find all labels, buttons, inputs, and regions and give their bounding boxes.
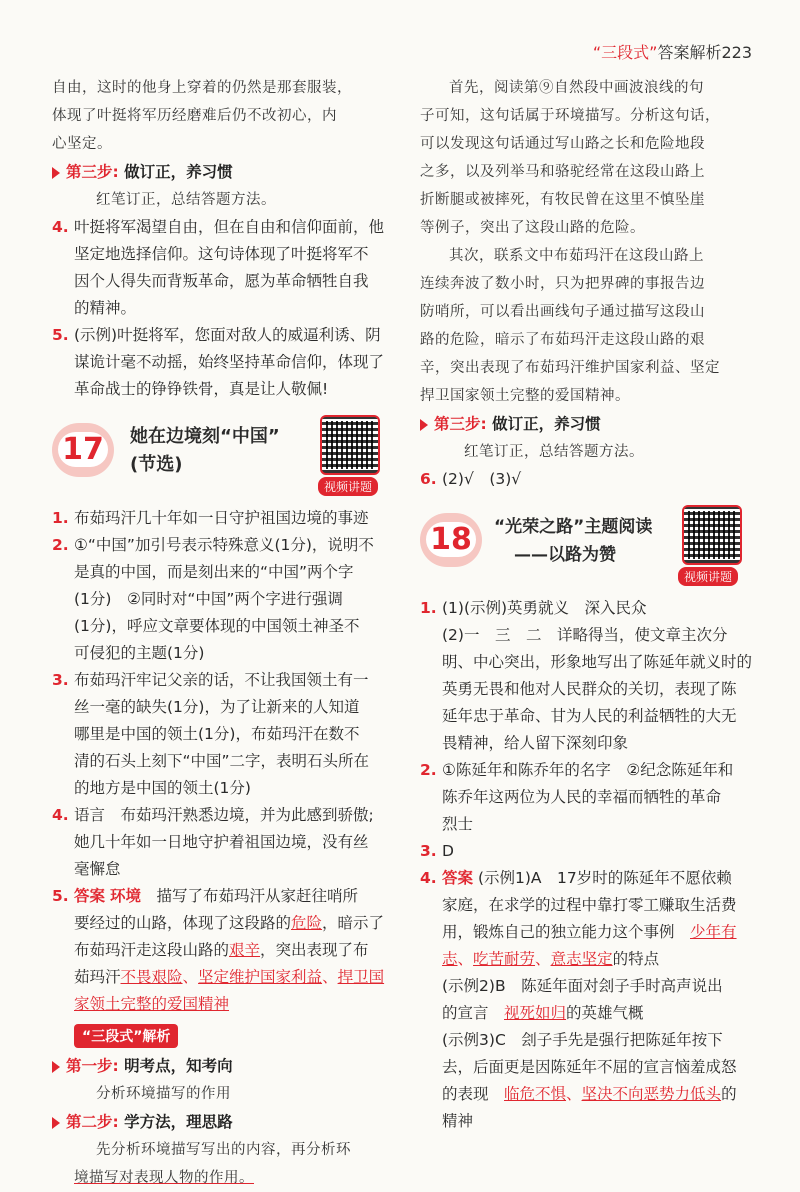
text-line: ①“中国”加引号表示特殊意义(1分)，说明不	[74, 536, 374, 554]
header-series: “三段式”	[592, 43, 658, 62]
answer-1	[52, 505, 388, 532]
step-label: 第三步:	[66, 163, 119, 181]
step-text: 做订正，养习惯	[124, 163, 233, 181]
keyword: 吃苦耐劳	[473, 950, 536, 968]
text-line: 丝一毫的缺失(1分)，为了让新来的人知道	[74, 698, 360, 716]
lesson-number: 17	[58, 432, 108, 467]
text-line: 的地方是中国的领土(1分)	[74, 779, 251, 797]
text-line: ①陈延年和陈乔年的名字 ②纪念陈延年和	[442, 761, 734, 779]
text-line: 子可知，这句话属于环境描写。分析这句话，	[420, 108, 720, 124]
text-line: 心坚定。	[52, 136, 112, 152]
question-number: 1.	[420, 599, 437, 617]
arrow-icon	[52, 167, 60, 179]
text-line: 辛，突出表现了布茹玛汗维护国家利益、坚定	[420, 360, 720, 376]
qr-label: 视频讲题	[318, 477, 378, 496]
step3-note-right: 红笔订正，总结答题方法。	[464, 444, 644, 460]
text-line: 防哨所，可以看出画线句子通过描写这段山	[420, 304, 705, 320]
answer-5	[52, 883, 388, 1018]
question-number: 5.	[52, 887, 69, 905]
step-label: 第三步:	[434, 415, 487, 433]
text-line: 烈士	[442, 815, 474, 833]
step-text: 学方法，理思路	[124, 1113, 233, 1131]
text-line: 连续奔波了数小时，只为把界碑的事报告边	[420, 276, 705, 292]
lesson-18-header	[420, 503, 758, 589]
analysis-paragraph-2	[420, 242, 758, 410]
text-line: 家庭，在求学的过程中靠打零工赚取生活费	[442, 896, 737, 914]
question-number: 5.	[52, 326, 69, 344]
text-span: 要经过的山路，体现了这段路的	[74, 914, 292, 932]
question-number: 3.	[52, 671, 69, 689]
lesson-title-line: “光荣之路”主题阅读	[494, 517, 653, 537]
left-column	[52, 74, 388, 1192]
text-line: (示例3)C 刽子手先是强行把陈延年按下	[442, 1031, 723, 1049]
text-line: 她几十年如一日地守护着祖国边境，没有丝	[74, 833, 369, 851]
text-line: 延年忠于革命、甘为人民的利益牺牲的大无	[442, 707, 737, 725]
text-line: (示例)叶挺将军，您面对敌人的威逼利诱、阴	[74, 326, 381, 344]
text-line: 毫懈怠	[74, 860, 121, 878]
text-line: (1分)，呼应文章要体现的中国领土神圣不	[74, 617, 360, 635]
text-line: 是真的中国，而是刻出来的“中国”两个字	[74, 563, 354, 581]
text-line: 首先，阅读第⑨自然段中画波浪线的句	[449, 80, 704, 96]
answer-2	[52, 532, 388, 667]
answer-b1	[420, 595, 758, 757]
lesson-title-line: 她在边境刻“中国”	[130, 426, 280, 447]
text-line: 捍卫国家领土完整的爱国精神。	[420, 388, 630, 404]
question-number: 4.	[420, 869, 437, 887]
intro-text	[52, 74, 388, 158]
question-number: 2.	[420, 761, 437, 779]
arrow-icon	[52, 1117, 60, 1129]
keyword: 视死如归	[504, 1004, 567, 1022]
text-span: 的英雄气概	[566, 1004, 644, 1022]
text-line: (2)一 三 二 详略得当，使文章主次分	[442, 626, 728, 644]
text-line: 清的石头上刻下“中国”二字，表明石头所在	[74, 752, 370, 770]
text-span: 、	[535, 950, 551, 968]
keyword: 危险	[291, 914, 323, 932]
text-span: 的宣言	[442, 1004, 505, 1022]
lesson-subtitle: ——以路为赞	[514, 545, 616, 565]
text-line: 可以发现这句话通过写山路之长和危险地段	[420, 136, 705, 152]
text-line: 的精神。	[74, 299, 137, 317]
answer-b3	[420, 838, 758, 865]
lesson-title	[494, 513, 652, 569]
step-text: 明考点，知考向	[124, 1057, 233, 1075]
question-number: 6.	[420, 470, 437, 488]
step1-heading	[52, 1052, 388, 1080]
keyword: 坚定维护国家利益	[198, 968, 323, 986]
text-line: 坚定地选择信仰。这句诗体现了叶挺将军不	[74, 245, 369, 263]
arrow-icon	[420, 419, 428, 431]
lesson-title	[130, 423, 280, 479]
qr-code-icon[interactable]	[682, 505, 742, 565]
step3-note: 红笔订正，总结答题方法。	[96, 192, 276, 208]
question-number: 1.	[52, 509, 69, 527]
text-span: 、	[566, 1085, 582, 1103]
text-line: 路的危险，暗示了布茹玛汗走这段山路的艰	[420, 332, 705, 348]
step-label: 第二步:	[66, 1113, 119, 1131]
keyword: 志	[442, 950, 458, 968]
qr-label: 视频讲题	[678, 567, 738, 586]
text-line: 可侵犯的主题(1分)	[74, 644, 205, 662]
text-span: 的表现	[442, 1085, 505, 1103]
page-header	[593, 40, 752, 63]
keyword: 艰辛	[229, 941, 261, 959]
text-line: 哪里是中国的领土(1分)，布茹玛汗在数不	[74, 725, 360, 743]
lesson-number-badge	[420, 513, 482, 567]
step2-heading	[52, 1108, 388, 1136]
keyword: 捍卫国	[337, 968, 385, 986]
step1-note: 分析环境描写的作用	[96, 1086, 231, 1102]
keyword: 不畏艰险	[120, 968, 183, 986]
text-line: 体现了叶挺将军历经磨难后仍不改初心，内	[52, 108, 337, 124]
question-6	[420, 466, 758, 493]
text-line: 先分析环境描写写出的内容，再分析环	[96, 1142, 351, 1158]
keyword: 少年有	[690, 923, 737, 941]
text-line: 去，后面更是因陈延年不屈的宣言恼羞成怒	[442, 1058, 737, 1076]
question-number: 2.	[52, 536, 69, 554]
right-column	[420, 74, 758, 1135]
lesson-subtitle: (节选)	[130, 454, 183, 475]
text-span: 用，锻炼自己的独立能力这个事例	[442, 923, 691, 941]
lesson-17-header	[52, 413, 388, 499]
text-line: 折断腿或被摔死，有牧民曾在这里不慎坠崖	[420, 192, 705, 208]
step-text: 做订正，养习惯	[492, 415, 601, 433]
text-line: 之多，以及列举马和骆驼经常在这段山路上	[420, 164, 705, 180]
question-number: 3.	[420, 842, 437, 860]
text-line: 叶挺将军渴望自由，但在自由和信仰面前，他	[74, 218, 385, 236]
text-span: 茹玛汗	[74, 968, 121, 986]
step2-note	[52, 1136, 388, 1192]
text-span: ，突出表现了布	[260, 941, 369, 959]
answer-label: 答案	[74, 887, 106, 905]
text-line: (示例1)A 17岁时的陈延年不愿依赖	[477, 869, 732, 887]
question-4	[52, 214, 388, 322]
text-line: 谋诡计毫不动摇，始终坚持革命信仰，体现了	[74, 353, 385, 371]
text-span: 的特点	[612, 950, 660, 968]
text-line: 因个人得失而背叛革命，愿为革命牺牲自我	[74, 272, 369, 290]
text-span: 、	[457, 950, 474, 968]
text-line: 精神	[442, 1112, 474, 1130]
text-line: 境描写对表现人物的作用。	[74, 1170, 254, 1186]
text-line: 描写了布茹玛汗从家赶往哨所	[140, 887, 358, 905]
step3-heading-right	[420, 410, 758, 438]
step3-heading	[52, 158, 388, 186]
text-line: 自由，这时的他身上穿着的仍然是那套服装，	[52, 80, 352, 96]
text-span: 、	[322, 968, 338, 986]
text-line: (1)(示例)英勇就义 深入民众	[442, 599, 647, 617]
analysis-badge: “三段式”解析	[74, 1024, 178, 1048]
question-number: 4.	[52, 218, 69, 236]
step-label: 第一步:	[66, 1057, 119, 1075]
text-line: 畏精神，给人留下深刻印象	[442, 734, 629, 752]
text-line: 布茹玛汗几十年如一日守护祖国边境的事迹	[74, 509, 369, 527]
text-span: 的	[721, 1085, 737, 1103]
text-span: ，暗示了	[322, 914, 385, 932]
keyword: 临危不惧	[504, 1085, 567, 1103]
answer-3	[52, 667, 388, 802]
text-line: (1分) ②同时对“中国”两个字进行强调	[74, 590, 343, 608]
keyword: 坚决不向恶势力低头	[581, 1085, 722, 1103]
answer-4	[52, 802, 388, 883]
arrow-icon	[52, 1061, 60, 1073]
keyword: 意志坚定	[550, 950, 613, 968]
question-5	[52, 322, 388, 403]
text-line: (2)√ (3)√	[442, 470, 522, 488]
text-line: 布茹玛汗牢记父亲的话，不让我国领土有一	[74, 671, 369, 689]
text-line: D	[442, 842, 454, 860]
text-line: 其次，联系文中布茹玛汗在这段山路上	[449, 248, 704, 264]
lesson-number: 18	[426, 522, 476, 557]
text-line: (示例2)B 陈延年面对刽子手时高声说出	[442, 977, 723, 995]
header-page: 答案解析223	[657, 43, 752, 62]
keyword: 家领土完整的爱国精神	[74, 995, 230, 1013]
text-line: 等例子，突出了这段山路的危险。	[420, 220, 645, 236]
answer-b4	[420, 865, 758, 1135]
answer-b2	[420, 757, 758, 838]
text-line: 陈乔年这两位为人民的幸福而牺牲的革命	[442, 788, 722, 806]
analysis-paragraph-1	[420, 74, 758, 242]
text-line: 语言 布茹玛汗熟悉边境，并为此感到骄傲;	[74, 806, 374, 824]
text-line: 革命战士的铮铮铁骨，真是让人敬佩!	[74, 380, 329, 398]
question-number: 4.	[52, 806, 69, 824]
lesson-number-badge	[52, 423, 114, 477]
qr-code-icon[interactable]	[320, 415, 380, 475]
text-line: 英勇无畏和他对人民群众的关切，表现了陈	[442, 680, 737, 698]
text-span: 布茹玛汗走这段山路的	[74, 941, 230, 959]
answer-keyword: 环境	[109, 887, 141, 905]
text-span: 、	[182, 968, 199, 986]
text-line: 明、中心突出，形象地写出了陈延年就义时的	[442, 653, 753, 671]
answer-label: 答案	[442, 869, 474, 887]
